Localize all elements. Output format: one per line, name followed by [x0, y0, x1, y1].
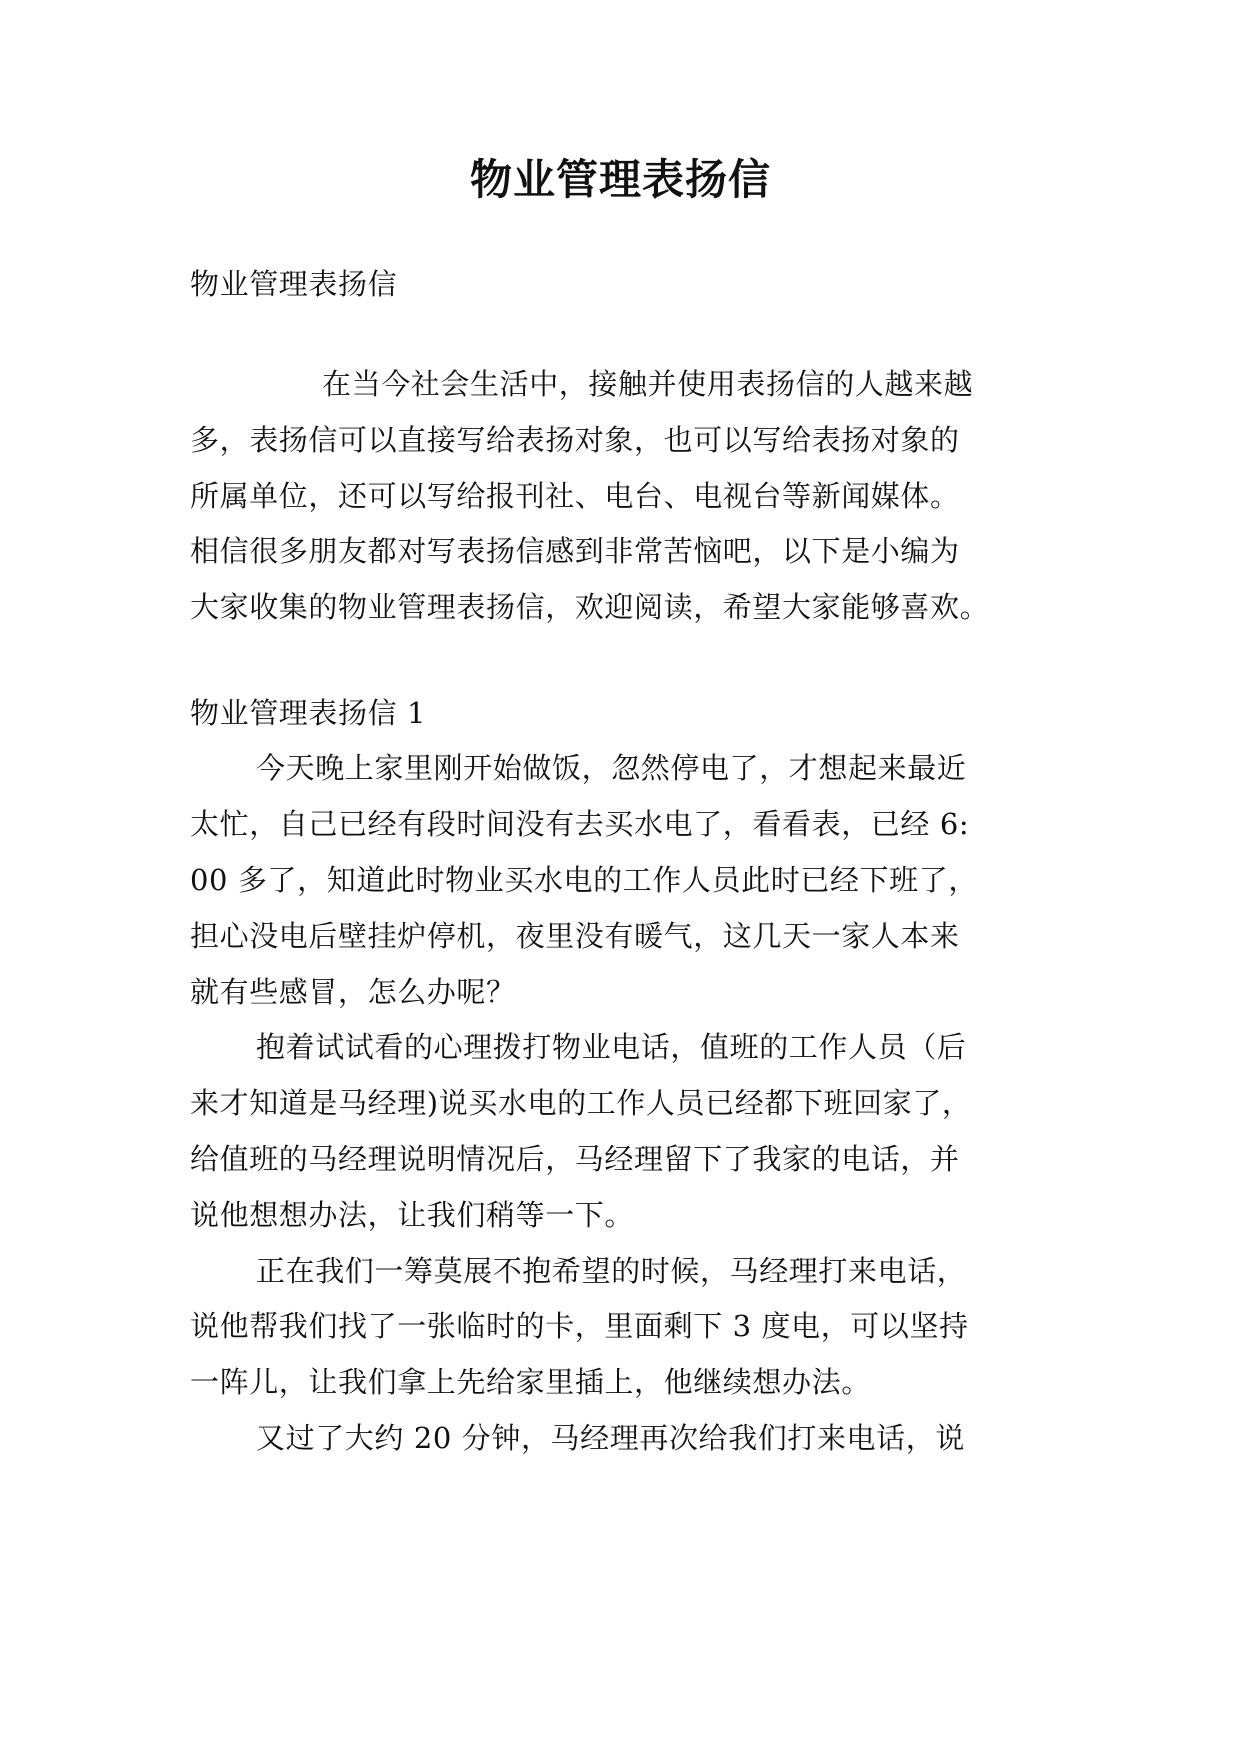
text-line: 就有些感冒，怎么办呢？ [190, 975, 516, 1009]
text-line: 00 多了，知道此时物业买水电的工作人员此时已经下班了， [190, 863, 978, 897]
text-line: 来才知道是马经理)说买水电的工作人员已经都下班回家了， [190, 1086, 972, 1120]
text-line: 一阵儿，让我们拿上先给家里插上，他继续想办法。 [190, 1365, 871, 1399]
text-line: 所属单位，还可以写给报刊社、电台、电视台等新闻媒体。 [190, 479, 960, 513]
text-line: 又过了大约 20 分钟，马经理再次给我们打来电话，说 [256, 1421, 965, 1455]
text-line: 说他帮我们找了一张临时的卡，里面剩下 3 度电，可以坚持 [190, 1309, 969, 1343]
text-line: 多，表扬信可以直接写给表扬对象，也可以写给表扬对象的 [190, 423, 960, 457]
text-line: 抱着试试看的心理拨打物业电话，值班的工作人员（后 [256, 1030, 967, 1064]
text-line: 在当今社会生活中，接触并使用表扬信的人越来越 [322, 367, 974, 401]
document-title: 物业管理表扬信 [469, 155, 771, 204]
text-line: 说他想想办法，让我们稍等一下。 [190, 1198, 635, 1232]
text-line: 大家收集的物业管理表扬信，欢迎阅读，希望大家能够喜欢。 [190, 590, 990, 624]
text-line: 相信很多朋友都对写表扬信感到非常苦恼吧，以下是小编为 [190, 534, 960, 568]
text-line: 担心没电后壁挂炉停机，夜里没有暖气，这几天一家人本来 [190, 919, 960, 953]
subtitle: 物业管理表扬信 [190, 267, 398, 301]
text-line: 正在我们一筹莫展不抱希望的时候，马经理打来电话， [256, 1254, 967, 1288]
text-line: 今天晚上家里刚开始做饭，忽然停电了，才想起来最近 [256, 751, 967, 785]
text-line: 给值班的马经理说明情况后，马经理留下了我家的电话，并 [190, 1142, 960, 1176]
section-heading: 物业管理表扬信 1 [190, 696, 427, 730]
text-line: 太忙，自己已经有段时间没有去买水电了，看看表，已经 6: [190, 807, 970, 841]
